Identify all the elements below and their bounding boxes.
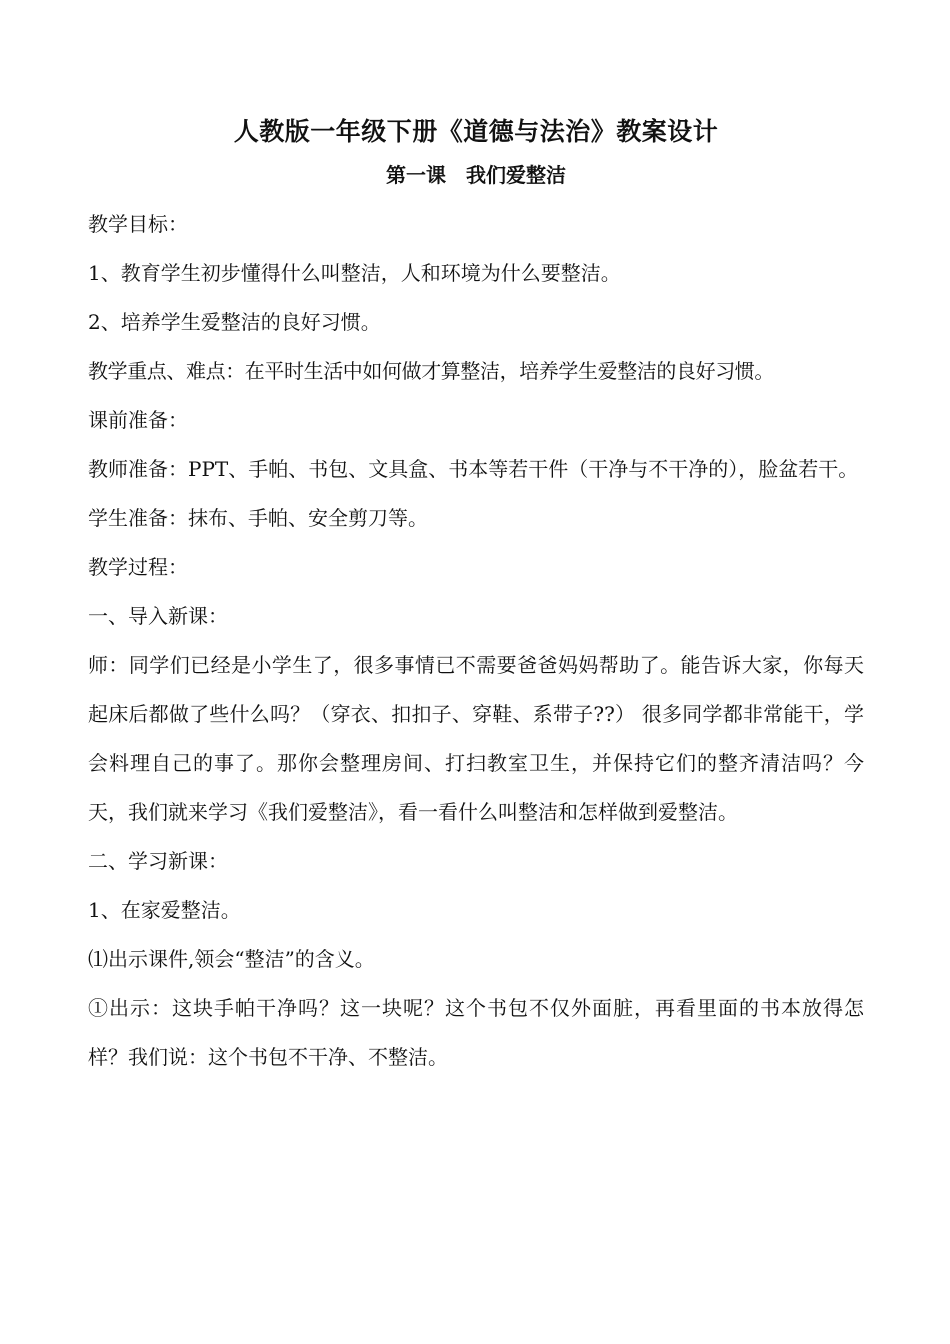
part-2-subitem-1-detail: ①出示：这块手帕干净吗？这一块呢？这个书包不仅外面脏，再看里面的书本放得怎样？我们说：这个书包不干净、不整洁。 (88, 996, 864, 1069)
section-heading-preparation: 课前准备： (88, 408, 188, 432)
document-page (88, 112, 864, 1082)
student-preparation: 学生准备：抹布、手帕、安全剪刀等。 (88, 506, 428, 530)
section-heading-objectives: 教学目标： (88, 212, 188, 236)
document-title: 人教版一年级下册《道德与法治》教案设计 (233, 117, 719, 146)
teacher-preparation: 教师准备：PPT、手帕、书包、文具盒、书本等若干件（干净与不干净的），脸盆若干。 (88, 457, 859, 481)
part-2-heading: 二、学习新课： (88, 849, 228, 873)
part-2-item-1: 1、在家爱整洁。 (88, 898, 241, 922)
key-points: 教学重点、难点：在平时生活中如何做才算整洁，培养学生爱整洁的良好习惯。 (88, 359, 774, 383)
section-heading-process: 教学过程： (88, 555, 188, 579)
part-1-heading: 一、导入新课： (88, 604, 228, 628)
lesson-subtitle: 第一课 我们爱整洁 (386, 163, 566, 187)
part-1-body: 师：同学们已经是小学生了，很多事情已不需要爸爸妈妈帮助了。能告诉大家，你每天起床后都做了些什么吗？（穿衣、扣扣子、穿鞋、系带子??） 很多同学都非常能干，学会料理自己的事了。那你会整理房间、打扫教室卫生，并保持它们的整齐清洁吗？今天，我们就来学习《我们爱整洁》，看一看什么叫整洁和怎样做到爱整洁。 (88, 653, 864, 824)
objective-2: 2、培养学生爱整洁的良好习惯。 (88, 310, 381, 334)
part-2-subitem-1: ⑴出示课件,领会“整洁”的含义。 (88, 947, 375, 971)
objective-1: 1、教育学生初步懂得什么叫整洁，人和环境为什么要整洁。 (88, 261, 621, 285)
